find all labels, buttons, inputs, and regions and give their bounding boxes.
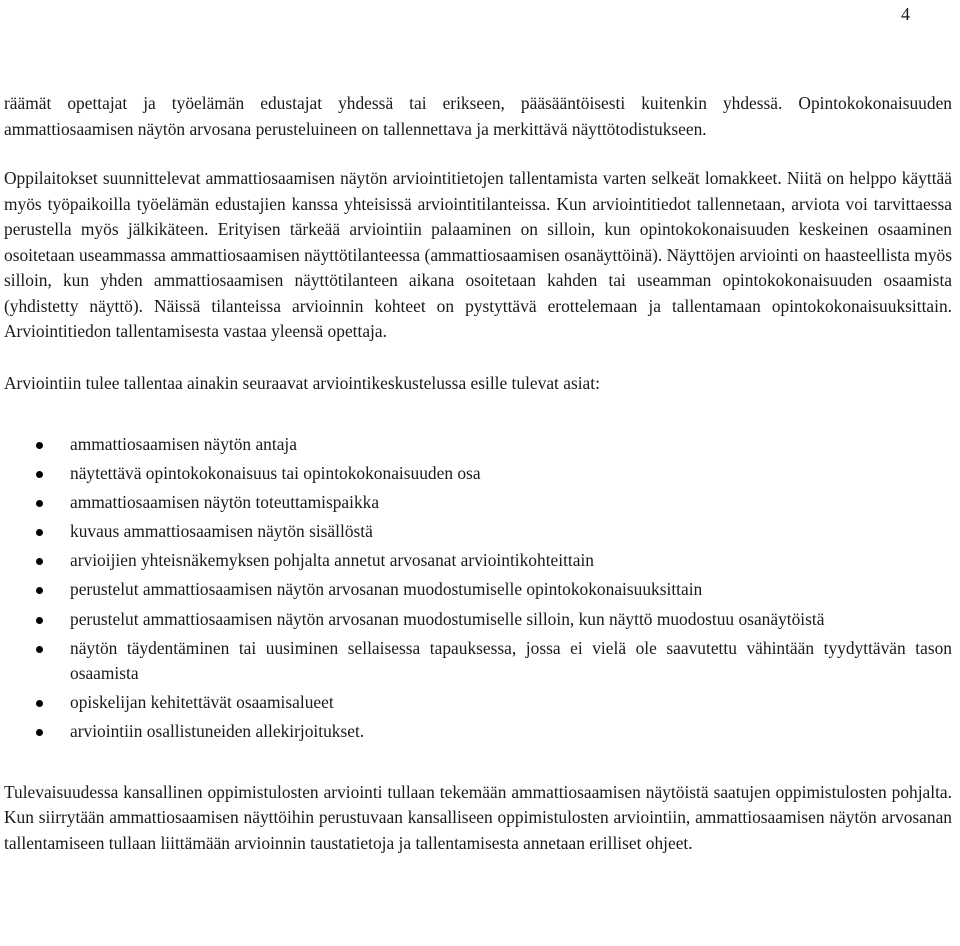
page-number: 4 [901, 4, 910, 24]
bullet-icon [36, 529, 43, 536]
list-item-text: arvioijien yhteisnäkemyksen pohjalta annetut arvosanat arviointikohteittain [70, 550, 594, 571]
list-item [4, 607, 952, 633]
bullet-list [4, 432, 952, 745]
document-body [4, 91, 952, 856]
bullet-icon [36, 587, 43, 594]
list-item [4, 461, 952, 487]
paragraph-1: räämät opettajat ja työelämän edustajat yhdessä tai erikseen, pääsääntöisesti kuitenkin yhdessä. Opintokokonaisuuden ammattiosaamisen näytön arvosana perusteluineen on tallennettava ja merkittävä näyttötodistukseen. [4, 93, 952, 139]
list-item-text: kuvaus ammattiosaamisen näytön sisällöstä [70, 521, 373, 542]
paragraph-4: Tulevaisuudessa kansallinen oppimistulosten arviointi tullaan tekemään ammattiosaamisen näytöistä saatujen oppimistulosten pohjalta. Kun siirrytään ammattiosaamisen näyttöihin perustuvaan kansalliseen oppimistulosten arviointiin, ammattiosaamisen näytön arvosanan tallentamiseen tullaan liittämään arvioinnin taustatietoja ja tallentamisesta annetaan erilliset ohjeet. [4, 781, 952, 853]
bullet-icon [36, 729, 43, 736]
list-item [4, 636, 952, 687]
bullet-icon [36, 558, 43, 565]
list-item-text: arviointiin osallistuneiden allekirjoitukset. [70, 721, 365, 742]
list-item [4, 690, 952, 716]
list-item-text: näytettävä opintokokonaisuus tai opintokokonaisuuden osa [70, 463, 481, 484]
list-item-text: perustelut ammattiosaamisen näytön arvosanan muodostumiselle opintokokonaisuuksittain [70, 579, 703, 600]
bullet-icon [36, 500, 43, 507]
list-item-text: perustelut ammattiosaamisen näytön arvosanan muodostumiselle silloin, kun näyttö muodostuu osanäytöistä [70, 608, 825, 629]
list-item-text: ammattiosaamisen näytön toteuttamispaikka [70, 492, 380, 513]
list-item [4, 548, 952, 574]
list-item [4, 432, 952, 458]
list-item [4, 719, 952, 745]
bullet-icon [36, 646, 43, 653]
list-item [4, 490, 952, 516]
list-item-text: opiskelijan kehitettävät osaamisalueet [70, 692, 334, 713]
paragraph-2: Oppilaitokset suunnittelevat ammattiosaamisen näytön arviointitietojen tallentamista varten selkeät lomakkeet. Niitä on helppo käyttää myös työpaikoilla työelämän edustajien kanssa yhteisissä arviointitilanteissa. Kun arviointitiedot tallennetaan, arviota voi tarvittaessa perustella myös jälkikäteen. Erityisen tärkeää arviointiin palaaminen on silloin, kun opintokokonaisuuden keskeinen osaaminen osoitetaan useammassa ammattiosaamisen näyttötilanteessa (ammattiosaamisen osanäyttöinä). Näyttöjen arviointi on haasteellista myös silloin, kun yhden ammattiosaamisen näyttötilanteen aikana osoitetaan kahden tai useamman opintokokonaisuuden osaamista (yhdistetty näyttö). Näissä tilanteissa arvioinnin kohteet on pystyttävä erottelemaan ja tallentamaan opintokokonaisuuksittain. Arviointitiedon tallentamisesta vastaa yleensä opettaja. [4, 168, 952, 341]
list-item-text: näytön täydentäminen tai uusiminen sellaisessa tapauksessa, jossa ei vielä ole saavutettu vähintään tyydyttävän tason osaamista [70, 637, 952, 684]
list-item [4, 519, 952, 545]
paragraph-3: Arviointiin tulee tallentaa ainakin seuraavat arviointikeskustelussa esille tulevat asiat: [4, 372, 600, 393]
bullet-icon [36, 442, 43, 449]
bullet-icon [36, 471, 43, 478]
bullet-icon [36, 617, 43, 624]
list-item-text: ammattiosaamisen näytön antaja [70, 434, 297, 454]
bullet-icon [36, 700, 43, 707]
list-item [4, 577, 952, 603]
